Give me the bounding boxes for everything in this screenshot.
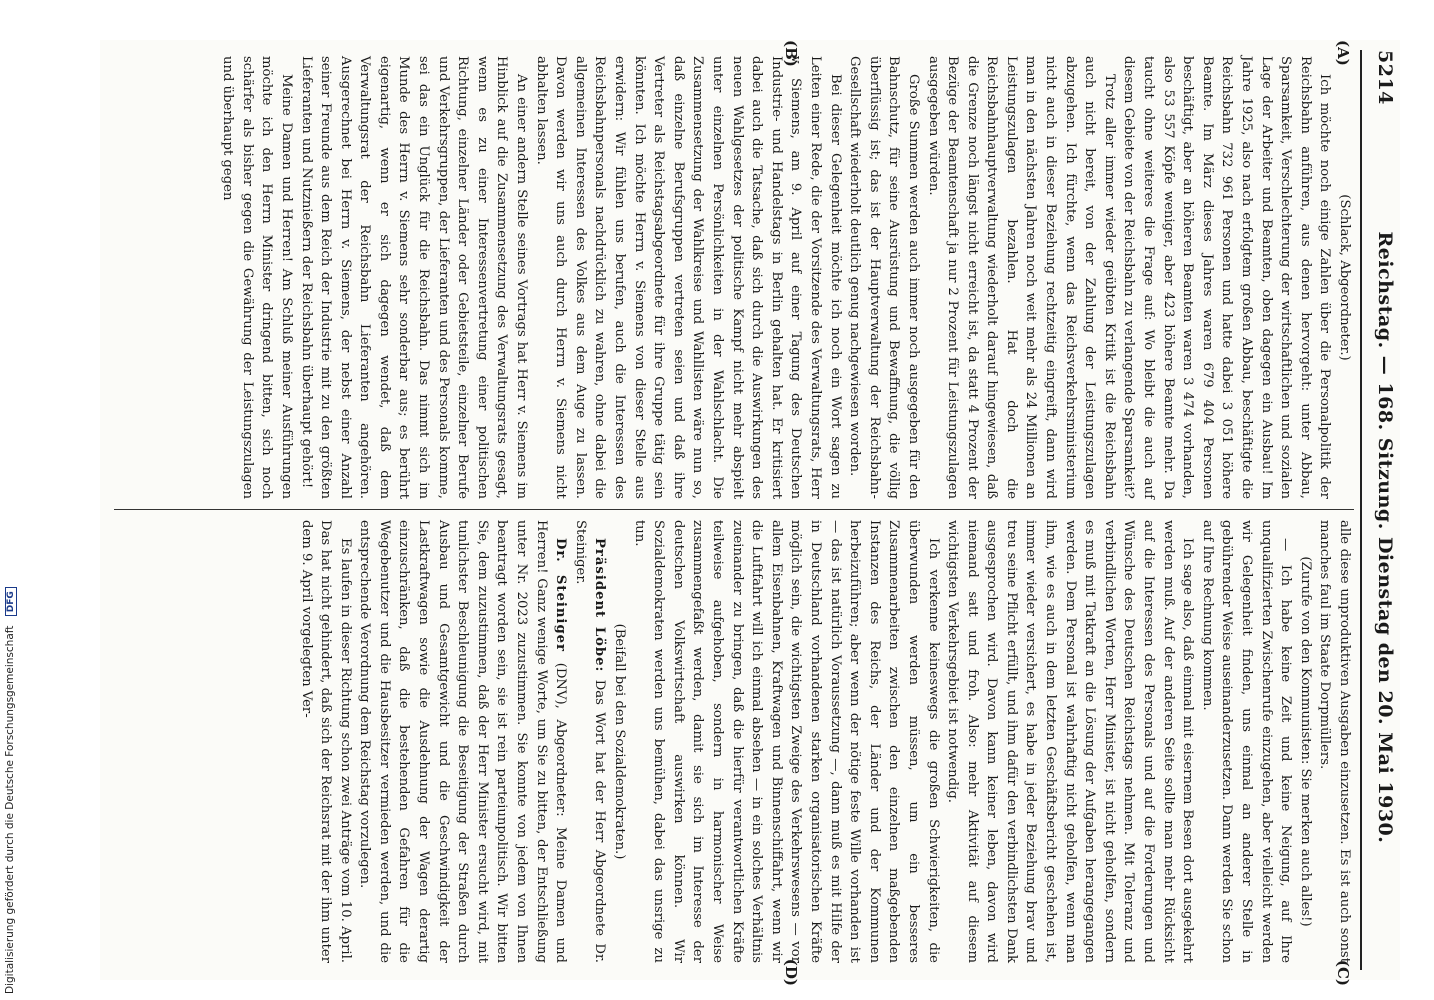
paragraph: Ich möchte noch einige Zahlen über die Personalpolitik der Reichsbahn anführen, aus denen hervorgeht: unter Abbau, Sparsamkeit, Verschlechterung der wirtschaftlichen und sozialen Lage der Arbeiter und Beamten, oben dagegen ein Ausbau! Im Jahre 1925, also nach erfolgtem großen Abbau, beschäftigte die Reichsbahn 732 961 Personen und hatte dabei 3 051 höhere Beamte. Im März dieses Jahres waren 679 404 Personen beschäftigt, aber an höheren Beamten waren 3 474 vorhanden, also 53 557 Köpfe weniger, aber 423 höhere Beamte mehr. Da taucht ohne weiteres die Frage auf: Wo bleibt die auch auf diesem Gebiete von der Reichsbahn zu verlangende Sparsamkeit? — [1121, 56, 1333, 499]
margin-marker-c: (C) — [1334, 959, 1352, 986]
page-title: Reichstag. — 168. Sitzung. Dienstag den 20. Mai 1930. — [1374, 231, 1396, 844]
president-text: Das Wort hat der Herr Abgeordnete Dr. Steiniger. — [572, 520, 608, 963]
paragraph: An einer andern Stelle seines Vortrags hat Herr v. Siemens im Hinblick auf die Zusammensetzung des Verwaltungsrats gesagt, wenn es zu einer Interessenvertretung einer politischen Richtung, einzelner Länder oder Gebietsteile, einzelner Berufe und Verkehrsgruppen, der Lieferanten und des Personals komme, sei das ein Unglück für die Reichsbahn. Das nimmt sich im Munde des Herrn v. Siemens sehr sonderbar aus; es berührt eigenartig, wenn er sich dagegen wendet, daß dem Verwaltungsrat der Reichsbahn Lieferanten angehören. Ausgerechnet bei Herrn v. Siemens, der nebst einer Anzahl seiner Freunde aus dem Reich der Industrie mit zu den größten Lieferanten und Nutznießern der Reichsbahn überhaupt gehört! — [298, 56, 530, 499]
paragraph: Große Summen werden auch immer noch ausgegeben für den Bahnschutz, für seine Ausrüstung und Bewaffnung, die völlig überflüssig ist; das ist der Hauptverwaltung der Reichsbahn-Gesellschaft wiederholt deutlich genug nachgewiesen worden. — [847, 56, 921, 499]
margin-marker-a: (A) — [1334, 40, 1352, 66]
left-column — [114, 50, 1354, 505]
right-column — [114, 514, 1354, 969]
paragraph: Ich verkenne keineswegs die großen Schwierigkeiten, die überwunden werden müssen, um ein besseres Zusammenarbeiten zwischen den einzelnen maßgebenden Instanzen des Reichs, der Länder und der Kommunen herbeizuführen; aber wenn der nötige feste Wille vorhanden ist — das ist natürlich Voraussetzung —, dann muß es mit Hilfe der in Deutschland vorhandenen starken organisatorischen Kräfte möglich sein, die wichtigsten Zweige des Verkehrswesens — vor allem Eisenbahnen, Kraftwagen und Binnenschiffahrt, wenn wir die Luftfahrt will ich einmal absehen — in ein solches Verhältnis zueinander zu bringen, daß die hierfür verantwortlichen Kräfte teilweise aufgehoben, sondern in harmonischer Weise zusammengefaßt werden, damit sie sich im Interesse der deutschen Volkswirtschaft auswirken können. Wir Sozialdemokraten werden uns bemühen, dabei das unsrige zu tun. — [631, 520, 941, 963]
two-column-body — [114, 40, 1360, 986]
page-number: 5214 — [1374, 50, 1396, 105]
paragraph: Trotz aller immer wieder geübten Kritik ist die Reichsbahn auch nicht bereit, von der Zahlung der Leistungszulagen abzugehen. Ich fürchte, wenn das Reichsverkehrsministerium nicht auch in dieser Beziehung rechtzeitig eingreift, dann wird man in den nächsten Jahren noch weit mehr als 24 Millionen an Leistungszulagen bezahlen. Hat doch die Reichsbahnhauptverwaltung wiederholt darauf hingewiesen, daß die Grenze noch längst nicht erreicht ist, da statt 4 Prozent der Bezüge der Beamtenschaft ja nur 2 Prozent für Leistungszulagen ausgegeben würden. — [925, 56, 1117, 499]
digitization-credit — [4, 587, 17, 994]
margin-marker-b: (B) — [782, 40, 800, 67]
credit-text: Digitalisierung gefördert durch die Deutsche Forschungsgemeinschaft — [4, 625, 16, 994]
dfg-logo-icon: DFG — [5, 587, 17, 616]
paragraph: Meine Damen und Herren! Am Schluß meiner Ausführungen möchte ich den Herrn Minister dringend bitten, sich noch schärfer als bisher gegen die Gewährung der Leistungszulagen und überhaupt gegen — [220, 56, 294, 499]
applause-note: (Beifall bei den Sozialdemokraten.) — [612, 623, 628, 860]
next-speaker-name: Dr. Steiniger — [553, 538, 569, 653]
paragraph: — Ich habe keine Zeit und keine Neigung, auf Ihre unqualifizierten Zwischenrufe einzugehen, aber vielleicht werden wir Gelegenheit finden, uns einmal an anderer Stelle in gebührender Weise auseinanderzusetzen. Dann werden Sie schon auf Ihre Rechnung kommen. — [1199, 520, 1294, 963]
interjection: (Zurufe von den Kommunisten: Sie merken auch alles!) — [1297, 556, 1313, 927]
page-header — [1360, 50, 1396, 970]
column-divider — [114, 509, 1354, 510]
paragraph: Bei dieser Gelegenheit möchte ich noch ein Wort sagen zu Leiten einer Rede, die der Vorsitzende des Verwaltungsrats, Herr v. Siemens, am 9. April auf einer Tagung des Deutschen Industrie- und Handelstags in Berlin gehalten hat. Er kritisiert dabei auch die Tatsache, daß sich durch die Auswirkungen des neuen Wahlgesetzes der politische Kampf nicht mehr abspielt unter einzelnen Persönlichkeiten in der Wahlschlacht. Die Zusammensetzung der Wahlkreise und Wahllisten wäre nun so, daß einzelne Berufsgruppen vertreten seien und daß ihre Vertreter als Reichstagsabgeordnete für ihre Gruppe tätig sein könnten. Ich möchte Herrn v. Siemens von dieser Stelle aus erwidern: Wir fühlen uns berufen, auch die Interessen des Reichsbahnpersonals nachdrücklich zu wahren, ohne dabei die allgemeinen Interessen des Volkes aus dem Auge zu lassen. Davon werden wir uns auch durch Herrn v. Siemens nicht abhalten lassen. — [533, 56, 843, 499]
paragraph: Ich sage also, daß einmal mit eisernem Besen dort ausgekehrt werden muß. Auf der anderen Seite sollte man mehr Rücksicht auf die Interessen des Personals und auf die Forderungen und Wünsche des Deutschen Reichstags nehmen. Mit Toleranz und verbindlichen Worten, Herr Minister, ist nicht geholfen, sondern es muß mit Tatkraft an die Lösung der Aufgaben herangegangen werden. Dem Personal ist wahrhaftig nicht geholfen, wenn man ihm, wie es auch in dem letzten Geschäftsbericht geschehen ist, immer wieder versichert, es habe in jeder Beziehung brav und treu seine Pflicht erfüllt, und ihm dafür den verbindlichsten Dank ausgesprochen wird. Davon kann keiner leben, davon wird niemand satt und froh. Also: mehr Aktivität auf diesem wichtigsten Verkehrsgebiet ist notwendig. — [945, 520, 1196, 963]
paragraph: Es laufen in dieser Richtung schon zwei Anträge vom 10. April. Das hat nicht gehindert, daß sich der Reichsrat mit der ihm unter dem 9. April vorgelegten Ver- — [298, 520, 353, 963]
president-speaker: Präsident Löbe: — [592, 538, 608, 673]
paragraph: alle diese unproduktiven Ausgaben einzusetzen. Es ist auch sonst manches faul im Staate Dorpmüllers. — [1317, 520, 1352, 963]
speaker-intro: (Schlack, Abgeordneter.) — [1337, 194, 1352, 361]
rotated-document-page — [100, 40, 1400, 986]
next-speaker-text: (DNV), Abgeordneter: Meine Damen und Herren! Ganz wenige Worte, um Sie zu bitten, der Entschließung unter Nr. 2023 zuzustimmen. Sie konnte von jedem von Ihnen beantragt worden sein, sie ist rein parteiunpolitisch. Wir bitten Sie, dem zuzustimmen, daß der Herr Minister ersucht wird, mit tunlichster Beschleunigung die Beseitigung der Straßen durch Ausbau und Gesamtgewicht und die Geschwindigkeit der Lastkraftwagen sowie die Ausdehnung der Wagen derartig einzuschränken, daß die bestehenden Gefahren für die Wegebenutzer und die Hausbesitzer vermieden werden, und die entsprechende Verordnung dem Reichstag vorzulegen. — [357, 520, 569, 964]
margin-marker-d: (D) — [782, 958, 800, 986]
